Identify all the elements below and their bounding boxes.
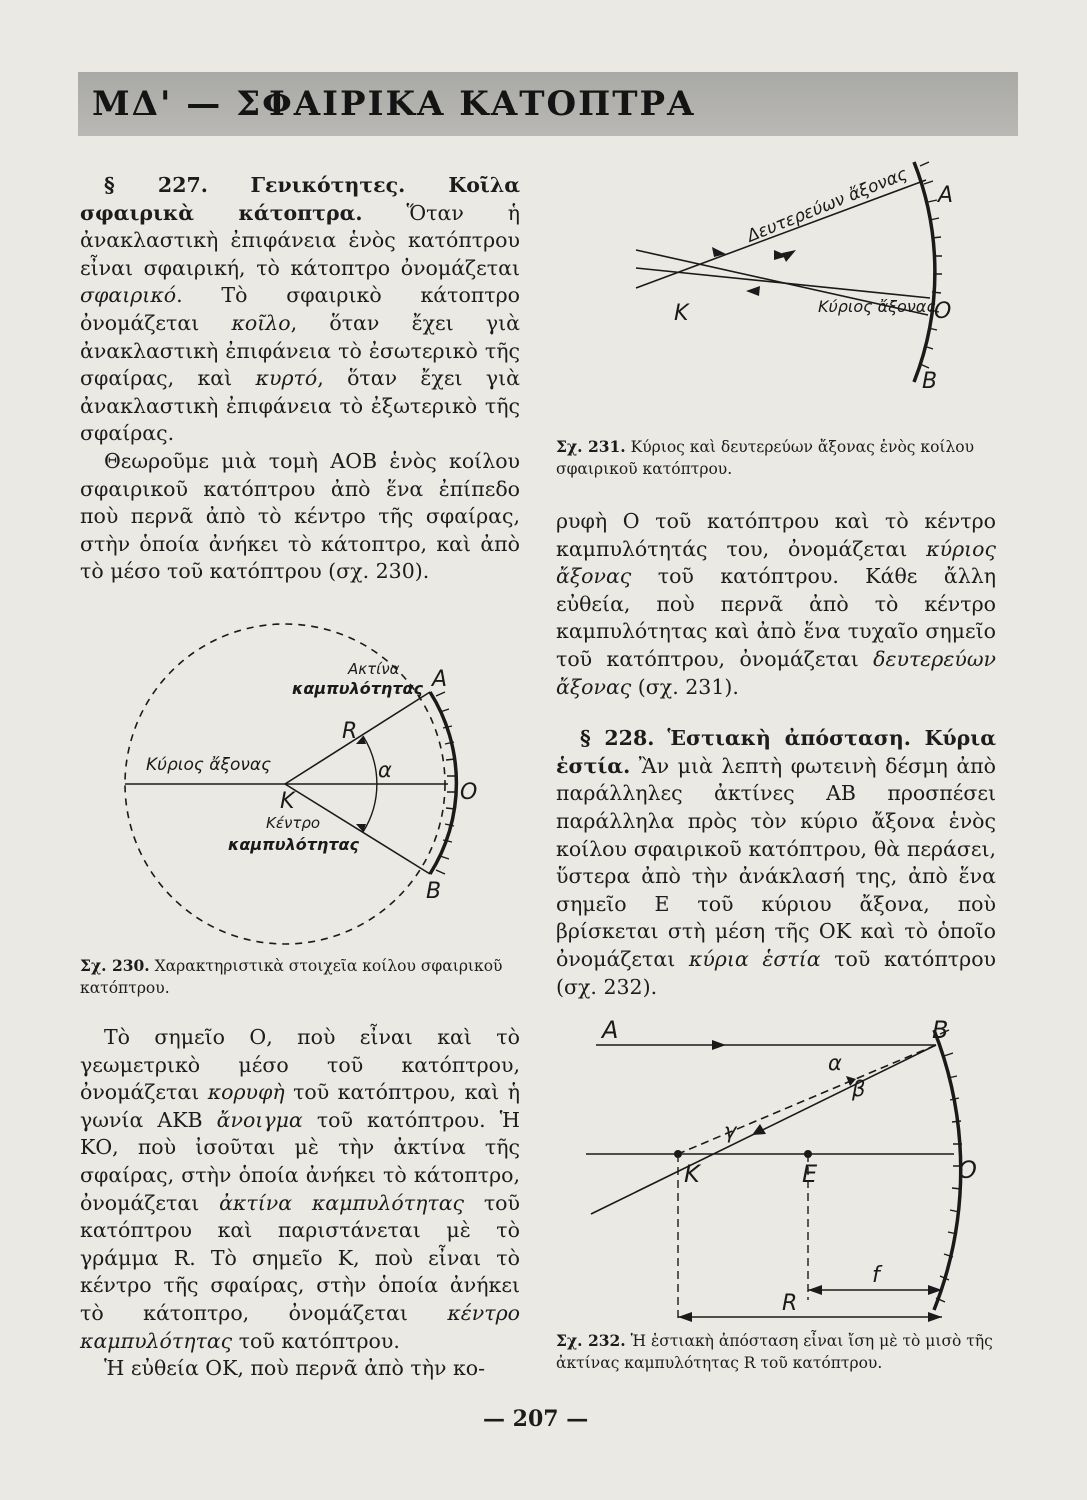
label-principal-axis: Κύριος ἄξονας — [818, 297, 936, 316]
section-227-paragraph-3 — [80, 1024, 520, 1355]
label-o: O — [934, 299, 952, 324]
label-kampylotitas-center: καμπυλότητας — [228, 835, 359, 854]
text-run: τοῦ κατόπτρου (σχ. 232). — [556, 946, 996, 999]
figure-232 — [556, 1010, 996, 1330]
label-beta: β — [852, 1077, 866, 1101]
page-number: — 207 — — [483, 1406, 589, 1432]
figure-231-caption-text: Κύριος καὶ δευτερεύων ἄξονας ἑνὸς κοίλου σφαιρικοῦ κατόπτρου. — [556, 438, 975, 478]
text-run: Ὅταν ἡ ἀνακλαστικὴ ἐπιφάνεια ἑνὸς κατόπτρου εἶναι σφαιρική, τὸ κάτοπτρο ὀνομάζεται — [80, 200, 520, 280]
section-228-number: § 228. — [580, 726, 655, 751]
figure-230-caption-text: Χαρακτηριστικὰ στοιχεῖα κοίλου σφαιρικοῦ κατόπτρου. — [80, 957, 503, 997]
chapter-title: ΜΔ' — ΣΦΑΙΡΙΚΑ ΚΑΤΟΠΤΡΑ — [92, 84, 696, 124]
text-run: τοῦ κατόπτρου, καὶ ἡ γωνία ΑΚΒ — [80, 1080, 520, 1132]
term-concave: κοῖλο — [231, 310, 291, 335]
text-run: τοῦ κατόπτρου καὶ παριστάνεται μὲ τὸ γράμμα R. Τὸ σημεῖο Κ, ποὺ εἶναι τὸ κέντρο τῆς σφαίρας, στὴν ὁποία ἀνήκει τὸ κάτοπτρο, ὀνομάζεται — [80, 1190, 520, 1325]
figure-231-caption-label: Σχ. 231. — [556, 437, 626, 456]
text-run: τοῦ κατόπτρου. Κάθε ἄλλη εὐθεία, ποὺ περνᾶ ἀπὸ τὸ κέντρο καμπυλότητας καὶ ἀπὸ ἕνα τυχαῖο σημεῖο τοῦ κατόπτρου, ὀνομάζεται — [556, 564, 996, 671]
text-run: τοῦ κατόπτρου. Ἡ ΚΟ, ποὺ ἰσοῦται μὲ τὴν ἀκτίνα τῆς σφαίρας, στὴν ὁποία ἀνήκει τὸ κάτοπτρο, ὀνομάζεται — [80, 1107, 521, 1215]
label-secondary-axis: Δευτερεύων ἄξονας — [744, 164, 911, 247]
label-r: R — [342, 719, 358, 744]
label-a: A — [938, 183, 954, 208]
section-227-number: § 227. — [104, 173, 208, 197]
label-o: O — [958, 1156, 977, 1184]
section-227-paragraph-5 — [556, 508, 996, 701]
section-227-text-cont — [80, 1024, 520, 1383]
mirror-arc — [934, 1030, 961, 1310]
label-aktina: Ακτίνα — [348, 660, 400, 678]
text-run: Τὸ σημεῖο Ο, ποὺ εἶναι καὶ τὸ γεωμετρικὸ μέσο τοῦ κατόπτρου, ὀνομάζεται — [80, 1025, 520, 1105]
term-convex: κυρτό — [255, 366, 318, 391]
text-run: ρυφὴ Ο τοῦ κατόπτρου καὶ τὸ κέντρο καμπυλότητάς του, ὀνομάζεται — [556, 509, 996, 561]
section-227-title: Γενικότητες. Κοῖλα σφαιρικὰ κάτοπτρα. — [80, 173, 520, 225]
radius-line-a — [285, 692, 430, 784]
label-b: B — [922, 369, 938, 394]
label-gamma: γ — [724, 1119, 737, 1143]
label-kampylotitas-radius: καμπυλότητας — [292, 679, 423, 698]
section-228-title: Ἑστιακὴ ἀπόσταση. Κύρια ἑστία. — [556, 726, 996, 778]
figure-230-caption — [80, 955, 520, 999]
section-227-paragraph-4: Ἡ εὐθεία ΟΚ, ποὺ περνᾶ ἀπὸ τὴν κο- — [104, 1356, 486, 1381]
figure-232-caption — [556, 1330, 996, 1374]
figure-230 — [120, 612, 520, 957]
arrow-head — [928, 1312, 942, 1322]
section-227-paragraph-1 — [80, 172, 520, 448]
term-vertex: κορυφὴ — [207, 1080, 285, 1105]
arrow-head — [746, 286, 760, 296]
figure-232-caption-text: Ἡ ἑστιακὴ ἀπόσταση εἶναι ἴση μὲ τὸ μισὸ τῆς ἀκτίνας καμπυλότητας R τοῦ κατόπτρου. — [556, 1332, 993, 1372]
arrow-head — [712, 1040, 726, 1050]
point-k — [674, 1150, 682, 1158]
mirror-arc — [430, 692, 456, 874]
arrow-head — [782, 250, 796, 262]
text-run: . Τὸ σφαιρικὸ κάτοπτρο ὀνομάζεται — [80, 283, 520, 335]
label-alpha: α — [828, 1051, 842, 1075]
term-radius-of-curvature: ἀκτίνα καμπυλότητας — [219, 1190, 465, 1215]
principal-axis-line — [636, 268, 930, 298]
text-run: , ὅταν ἔχει γιὰ ἀνακλαστικὴ ἐπιφάνεια τὸ ἐξωτερικὸ τῆς σφαίρας. — [80, 366, 520, 446]
figure-231 — [556, 150, 996, 395]
figure-232-caption-label: Σχ. 232. — [556, 1331, 626, 1350]
label-b: B — [932, 1016, 949, 1044]
label-kentro: Κέντρο — [266, 814, 321, 832]
normal-line — [678, 1045, 936, 1154]
section-228-paragraph-1 — [556, 725, 996, 1001]
term-principal-axis: κύριος ἄξονας — [556, 536, 996, 589]
label-principal-axis: Κύριος ἄξονας — [146, 755, 272, 775]
figure-231-caption — [556, 436, 996, 480]
point-e — [804, 1150, 812, 1158]
section-227-paragraph-2: Θεωροῦμε μιὰ τομὴ ΑΟΒ ἑνὸς κοίλου σφαιρικοῦ κατόπτρου ἀπὸ ἕνα ἐπίπεδο ποὺ περνᾶ ἀπὸ τὸ κέντρο τῆς σφαίρας, στὴν ὁποία ἀνήκει τὸ κάτοπτρο, καὶ ἀπὸ τὸ μέσο τοῦ κατόπτρου (σχ. 230). — [80, 448, 520, 584]
label-a: A — [602, 1016, 619, 1044]
text-run: Ἂν μιὰ λεπτὴ φωτεινὴ δέσμη ἀπὸ παράλληλες ἀκτίνες ΑΒ προσπέσει παράλληλα πρὸς τὸν κύριο ἄξονα ἑνὸς κοίλου σφαιρικοῦ κατόπτρου, θὰ περάσει, ὕστερα ἀπὸ τὴν ἀνάκλασή της, ἀπὸ ἕνα σημεῖο Ε τοῦ κύριου ἄξονα, ποὺ βρίσκεται στὴ μέση τῆς ΟΚ καὶ τὸ ὁποῖο ὀνομάζεται — [556, 753, 996, 971]
right-column-text — [556, 508, 996, 1001]
term-aperture: ἄνοιγμα — [216, 1107, 303, 1132]
arrow-head — [808, 1285, 822, 1295]
label-r: R — [782, 1291, 798, 1316]
label-k: K — [674, 301, 689, 326]
label-k: K — [280, 789, 295, 814]
section-227-text — [80, 172, 520, 586]
reflected-ray — [591, 1045, 936, 1214]
label-a: A — [432, 667, 448, 692]
text-run: , ὅταν ἔχει γιὰ ἀνακλαστικὴ ἐπιφάνεια τὸ ἐσωτερικὸ τῆς σφαίρας, καὶ — [80, 310, 520, 391]
term-secondary-axis: δευτερεύων ἄξονας — [556, 646, 996, 699]
term-principal-focus: κύρια ἑστία — [688, 946, 821, 971]
label-o: O — [460, 780, 478, 805]
figure-230-caption-label: Σχ. 230. — [80, 956, 150, 975]
text-run: (σχ. 231). — [631, 674, 739, 699]
label-b: B — [426, 879, 442, 904]
label-f: f — [872, 1263, 880, 1288]
term-spherical: σφαιρικό — [80, 283, 177, 308]
label-e: E — [802, 1160, 818, 1188]
label-k: K — [684, 1160, 700, 1188]
text-run: τοῦ κατόπτρου. — [232, 1328, 400, 1353]
arrow-head — [678, 1312, 692, 1322]
label-alpha: α — [378, 758, 392, 782]
term-center-of-curvature: κέντρο καμπυλότητας — [80, 1300, 520, 1353]
